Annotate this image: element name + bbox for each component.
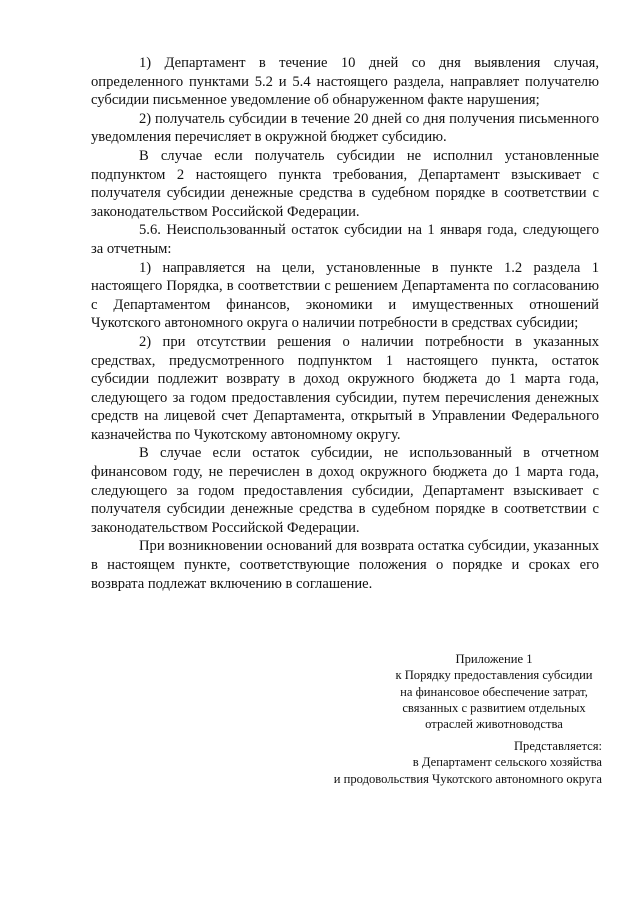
paragraph: В случае если получатель субсидии не исполнил установленные подпунктом 2 настоящего пункта требования, Департамент взыскивает с получателя субсидии денежные средства в судебном порядке в соответствии с законодательством Российской Федерации.: [91, 147, 599, 220]
submitted-to-block: [282, 738, 602, 787]
appendix-title: Приложение 1: [455, 652, 533, 666]
paragraph: 2) при отсутствии решения о наличии потребности в указанных средствах, предусмотренного подпунктом 1 настоящего пункта, остаток субсидии подлежит возврату в доход окружного бюджета до 1 марта года, следующего за годом предоставления субсидии, путем перечисления денежных средств на лицевой счет Департамента, открытый в Управлении Федерального казначейства по Чукотскому автономному округу.: [91, 333, 599, 443]
submitted-label: Представляется:: [513, 739, 602, 753]
paragraph: 2) получатель субсидии в течение 20 дней со дня получения письменного уведомления перечисляет в окружной бюджет субсидию.: [91, 110, 599, 146]
paragraph: При возникновении оснований для возврата остатка субсидии, указанных в настоящем пункте, соответствующие положения о порядке и сроках его возврата подлежат включению в соглашение.: [91, 538, 599, 592]
paragraph: 1) Департамент в течение 10 дней со дня выявления случая, определенного пунктами 5.2 и 5.4 настоящего раздела, направляет получателю субсидии письменное уведомление об обнаруженном факте нарушения;: [91, 55, 599, 109]
appendix-line: на финансовое обеспечение затрат,: [400, 684, 588, 699]
appendix-header: [368, 651, 620, 732]
paragraph: 5.6. Неиспользованный остаток субсидии на 1 января года, следующего за отчетным:: [91, 222, 599, 257]
submitted-line: в Департамент сельского хозяйства: [412, 755, 602, 770]
appendix-line: связанных с развитием отдельных: [402, 700, 586, 715]
appendix-line: отраслей животноводства: [425, 717, 563, 732]
appendix-line: к Порядку предоставления субсидии: [395, 668, 593, 683]
paragraph: 1) направляется на цели, установленные в пункте 1.2 раздела 1 настоящего Порядка, в соответствии с решением Департамента по согласованию с Департаментом финансов, экономики и имущественных отношений Чукотского автономного округа о наличии потребности в средствах субсидии;: [91, 259, 599, 332]
submitted-line: и продовольствия Чукотского автономного округа: [333, 771, 602, 786]
paragraph: В случае если остаток субсидии, не использованный в отчетном финансовом году, не перечислен в доход окружного бюджета до 1 марта года, следующего за годом предоставления субсидии, Департамент взыскивает с получателя субсидии денежные средства в судебном порядке в соответствии с законодательством Российской Федерации.: [91, 445, 599, 536]
body-text: [91, 54, 599, 593]
